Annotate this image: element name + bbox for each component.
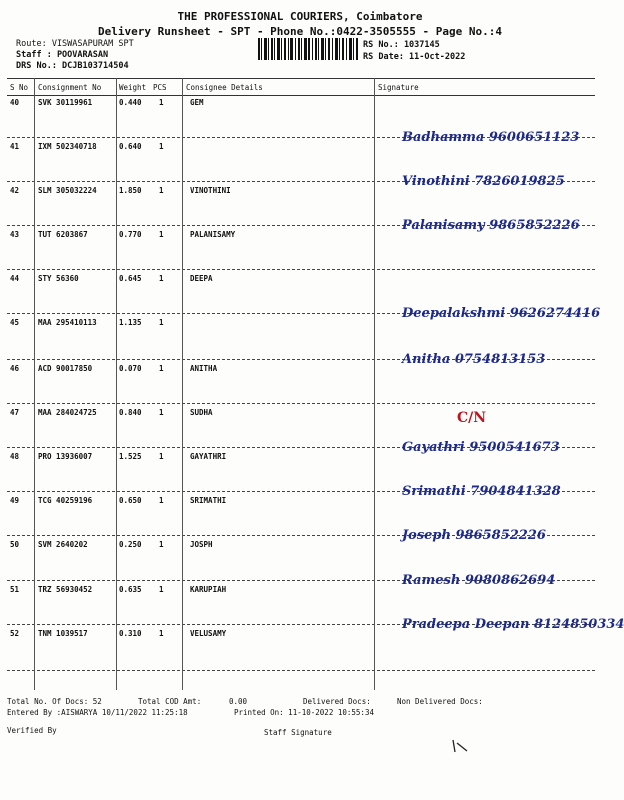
row-sno: 41 — [10, 142, 20, 151]
col-consignee: Consignee Details — [186, 83, 263, 92]
row-consignee: ANITHA — [190, 364, 218, 373]
signature-handwritten: Vinothini 7826019825 — [402, 174, 565, 189]
row-sno: 45 — [10, 318, 20, 327]
row-sno: 43 — [10, 230, 20, 239]
signature-handwritten: Palanisamy 9865852226 — [402, 218, 580, 233]
row-sno: 48 — [10, 452, 20, 461]
table-row — [7, 218, 595, 270]
row-pcs: 1 — [159, 186, 164, 195]
row-sno: 51 — [10, 585, 20, 594]
row-sno: 40 — [10, 98, 20, 107]
row-consignment: MAA 295410113 — [38, 318, 97, 327]
row-sno: 47 — [10, 408, 20, 417]
delivered-docs: Delivered Docs: — [303, 697, 371, 706]
row-weight: 0.770 — [119, 230, 142, 239]
row-sno: 50 — [10, 540, 20, 549]
row-weight: 0.070 — [119, 364, 142, 373]
signature-handwritten: Anitha 0754813153 — [402, 352, 546, 367]
row-consignment: TUT 6203867 — [38, 230, 88, 239]
table-row — [7, 617, 624, 671]
row-consignment: MAA 284024725 — [38, 408, 97, 417]
row-consignment: TRZ 56930452 — [38, 585, 93, 594]
column-divider — [182, 78, 183, 690]
signature-handwritten: Pradeepa Deepan 8124850334 — [402, 617, 624, 632]
row-pcs: 1 — [159, 629, 164, 638]
row-sno: 52 — [10, 629, 20, 638]
rs-number: RS No.: 1037145 — [363, 40, 440, 50]
row-weight: 0.650 — [119, 496, 142, 505]
signature-handwritten: Gayathri 9500541673 — [402, 440, 560, 455]
drs-number: DRS No.: DCJB103714504 — [16, 61, 129, 71]
signature-handwritten: C/N — [457, 410, 487, 426]
col-weight: Weight — [119, 83, 147, 92]
row-pcs: 1 — [159, 98, 164, 107]
entered-by: Entered By :AISWARYA 10/11/2022 11:25:18 — [7, 708, 188, 717]
row-divider — [7, 670, 595, 671]
signature-handwritten: Ramesh 9080862694 — [402, 573, 556, 588]
row-pcs: 1 — [159, 230, 164, 239]
col-pcs: PCS — [153, 83, 167, 92]
row-weight: 0.440 — [119, 98, 142, 107]
row-consignee: JOSPH — [190, 540, 213, 549]
row-pcs: 1 — [159, 142, 164, 151]
signature-handwritten: Badhamma 9600651123 — [402, 130, 580, 145]
total-cod-label: Total COD Amt: — [138, 697, 202, 706]
row-consignee: KARUPIAH — [190, 585, 227, 594]
row-sno: 46 — [10, 364, 20, 373]
staff-label: Staff : POOVARASAN — [16, 50, 109, 60]
row-pcs: 1 — [159, 318, 164, 327]
row-weight: 0.645 — [119, 274, 142, 283]
row-consignee: PALANISAMY — [190, 230, 236, 239]
row-sno: 49 — [10, 496, 20, 505]
row-weight: 1.525 — [119, 452, 142, 461]
row-consignment: TNM 1039517 — [38, 629, 88, 638]
total-cod-value: 0.00 — [229, 697, 248, 706]
staff-signature-label: Staff Signature — [264, 728, 332, 737]
row-consignment: IXM 502340718 — [38, 142, 97, 151]
row-pcs: 1 — [159, 274, 164, 283]
printed-on: Printed On: 11-10-2022 10:55:34 — [234, 708, 374, 717]
row-pcs: 1 — [159, 408, 164, 417]
row-weight: 0.840 — [119, 408, 142, 417]
total-docs: Total No. Of Docs: 52 — [7, 697, 102, 706]
rs-date: RS Date: 11-Oct-2022 — [363, 52, 466, 62]
row-consignee: GEM — [190, 98, 204, 107]
row-consignee: GAYATHRI — [190, 452, 227, 461]
row-pcs: 1 — [159, 540, 164, 549]
staff-signature-mark — [450, 738, 470, 754]
row-consignment: SVK 30119961 — [38, 98, 93, 107]
row-consignment: STY 56360 — [38, 274, 79, 283]
runsheet-title: Delivery Runsheet - SPT - Phone No.:0422-3505555 - Page No.:4 — [98, 25, 502, 38]
row-pcs: 1 — [159, 364, 164, 373]
row-sno: 42 — [10, 186, 20, 195]
barcode-image — [258, 38, 358, 60]
row-consignment: SLM 305032224 — [38, 186, 97, 195]
row-weight: 0.310 — [119, 629, 142, 638]
row-weight: 1.850 — [119, 186, 142, 195]
row-weight: 1.135 — [119, 318, 142, 327]
column-divider — [116, 78, 117, 690]
row-consignment: PRO 13936007 — [38, 452, 93, 461]
row-weight: 0.250 — [119, 540, 142, 549]
row-sno: 44 — [10, 274, 20, 283]
route-label: Route: VISWASAPURAM SPT — [16, 39, 134, 49]
row-weight: 0.640 — [119, 142, 142, 151]
col-signature: Signature — [378, 83, 419, 92]
row-weight: 0.635 — [119, 585, 142, 594]
row-consignment: TCG 40259196 — [38, 496, 93, 505]
row-pcs: 1 — [159, 452, 164, 461]
row-pcs: 1 — [159, 496, 164, 505]
row-consignment: ACD 90017850 — [38, 364, 93, 373]
company-name: THE PROFESSIONAL COURIERS, Coimbatore — [177, 10, 423, 23]
col-sno: S No — [10, 83, 29, 92]
row-consignee: SUDHA — [190, 408, 213, 417]
verified-by: Verified By — [7, 726, 57, 735]
row-consignee: VELUSAMY — [190, 629, 227, 638]
column-divider — [374, 78, 375, 690]
row-consignment: SVM 2640202 — [38, 540, 88, 549]
col-consignment: Consignment No — [38, 83, 102, 92]
table-row — [7, 352, 595, 404]
row-consignee: SRIMATHI — [190, 496, 227, 505]
signature-handwritten: Deepalakshmi 9626274416 — [402, 306, 601, 321]
row-consignee: VINOTHINI — [190, 186, 231, 195]
signature-handwritten: Joseph 9865852226 — [402, 528, 546, 543]
column-divider — [34, 78, 35, 690]
row-consignee: DEEPA — [190, 274, 213, 283]
non-delivered-docs: Non Delivered Docs: — [397, 697, 483, 706]
row-pcs: 1 — [159, 585, 164, 594]
signature-handwritten: Srimathi 7904841328 — [402, 484, 561, 499]
